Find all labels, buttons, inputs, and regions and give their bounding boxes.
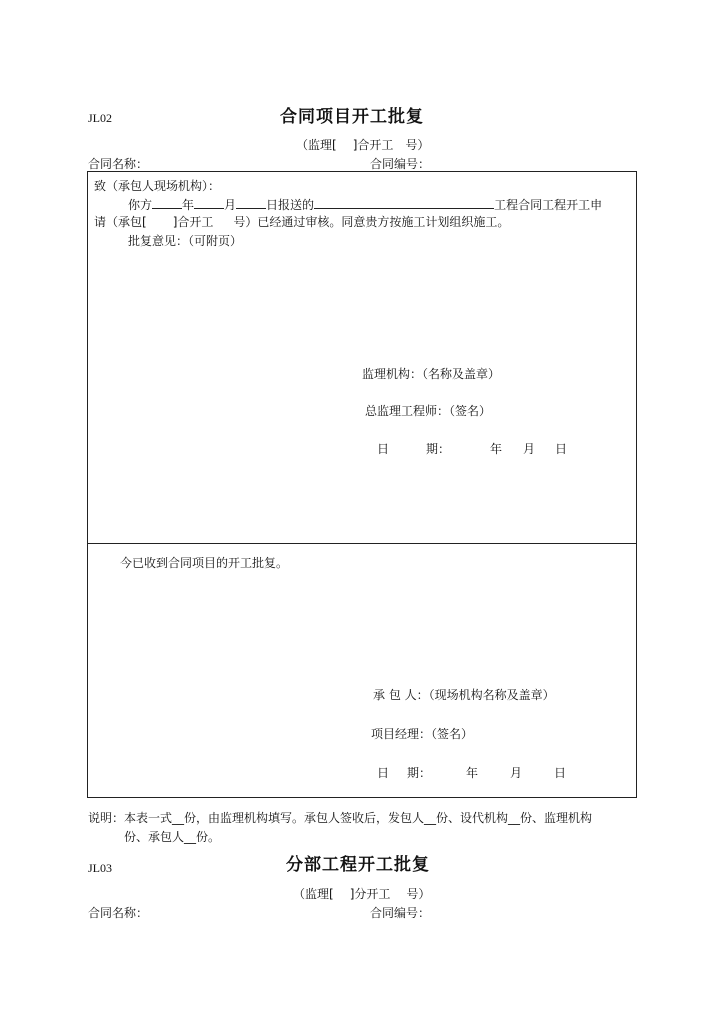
page-title: 合同项目开工批复	[280, 107, 424, 127]
form-subtitle	[296, 139, 429, 151]
body-line-2	[94, 216, 509, 228]
body-request: 请（承包[	[94, 215, 147, 229]
date2-year: 年	[466, 766, 479, 780]
date2-label-day: 日	[377, 766, 390, 780]
form2-contract-name-label: 合同名称：	[88, 906, 149, 920]
day-blank[interactable]	[236, 197, 266, 209]
subtitle-mid: ]合开工	[352, 138, 394, 152]
form2-subtitle-suffix: 号）	[406, 887, 431, 901]
project-name-blank[interactable]	[314, 197, 494, 209]
form2-subtitle	[293, 888, 430, 900]
body-you: 你方	[128, 198, 153, 212]
contract-name-label: 合同名称：	[88, 157, 149, 171]
year-blank[interactable]	[152, 197, 182, 209]
date2-month: 月	[510, 766, 523, 780]
date-day: 日	[555, 442, 568, 456]
date-label-day: 日	[377, 442, 390, 456]
contractor-line: 承 包 人：（现场机构名称及盖章）	[373, 688, 555, 702]
form2-contract-number-label: 合同编号：	[370, 906, 431, 920]
form2-subtitle-prefix: （监理[	[293, 887, 334, 901]
date-label-qi: 期：	[426, 442, 451, 456]
supervisor-org: 监理机构：（名称及盖章）	[362, 367, 501, 381]
receipt-box	[87, 543, 637, 798]
approval-opinion: 批复意见：（可附页）	[128, 234, 243, 248]
chief-engineer: 总监理工程师：（签名）	[365, 404, 492, 418]
body-day-sent: 日报送的	[266, 198, 315, 212]
body-approved: 号）已经通过审核。同意贵方按施工计划组织施工。	[233, 215, 510, 229]
received-text: 今已收到合同项目的开工批复。	[120, 556, 289, 570]
body-month: 月	[224, 198, 237, 212]
contract-number-label: 合同编号：	[370, 157, 431, 171]
date-year: 年	[490, 442, 503, 456]
body-open-code: ]合开工	[172, 215, 214, 229]
date2-day: 日	[554, 766, 567, 780]
form2-subtitle-mid: ]分开工	[349, 887, 391, 901]
subtitle-prefix: （监理[	[296, 138, 337, 152]
date2-label-qi: 期：	[407, 766, 432, 780]
form-code: JL02	[88, 111, 112, 125]
recipient-line: 致（承包人现场机构）：	[94, 179, 221, 193]
project-manager: 项目经理：（签名）	[371, 727, 474, 741]
form2-title: 分部工程开工批复	[286, 855, 430, 875]
form2-code: JL03	[88, 861, 112, 875]
body-project: 工程合同工程开工申	[494, 198, 603, 212]
note-line-1: 说明：本表一式__份，由监理机构填写。承包人签收后，发包人__份、设代机构__份、监理机构	[88, 811, 593, 825]
body-line-1	[128, 197, 602, 211]
body-year: 年	[182, 198, 195, 212]
note-line-2: 份、承包人__份。	[124, 830, 221, 844]
month-blank[interactable]	[194, 197, 224, 209]
subtitle-suffix: 号）	[405, 138, 430, 152]
date-month: 月	[523, 442, 536, 456]
